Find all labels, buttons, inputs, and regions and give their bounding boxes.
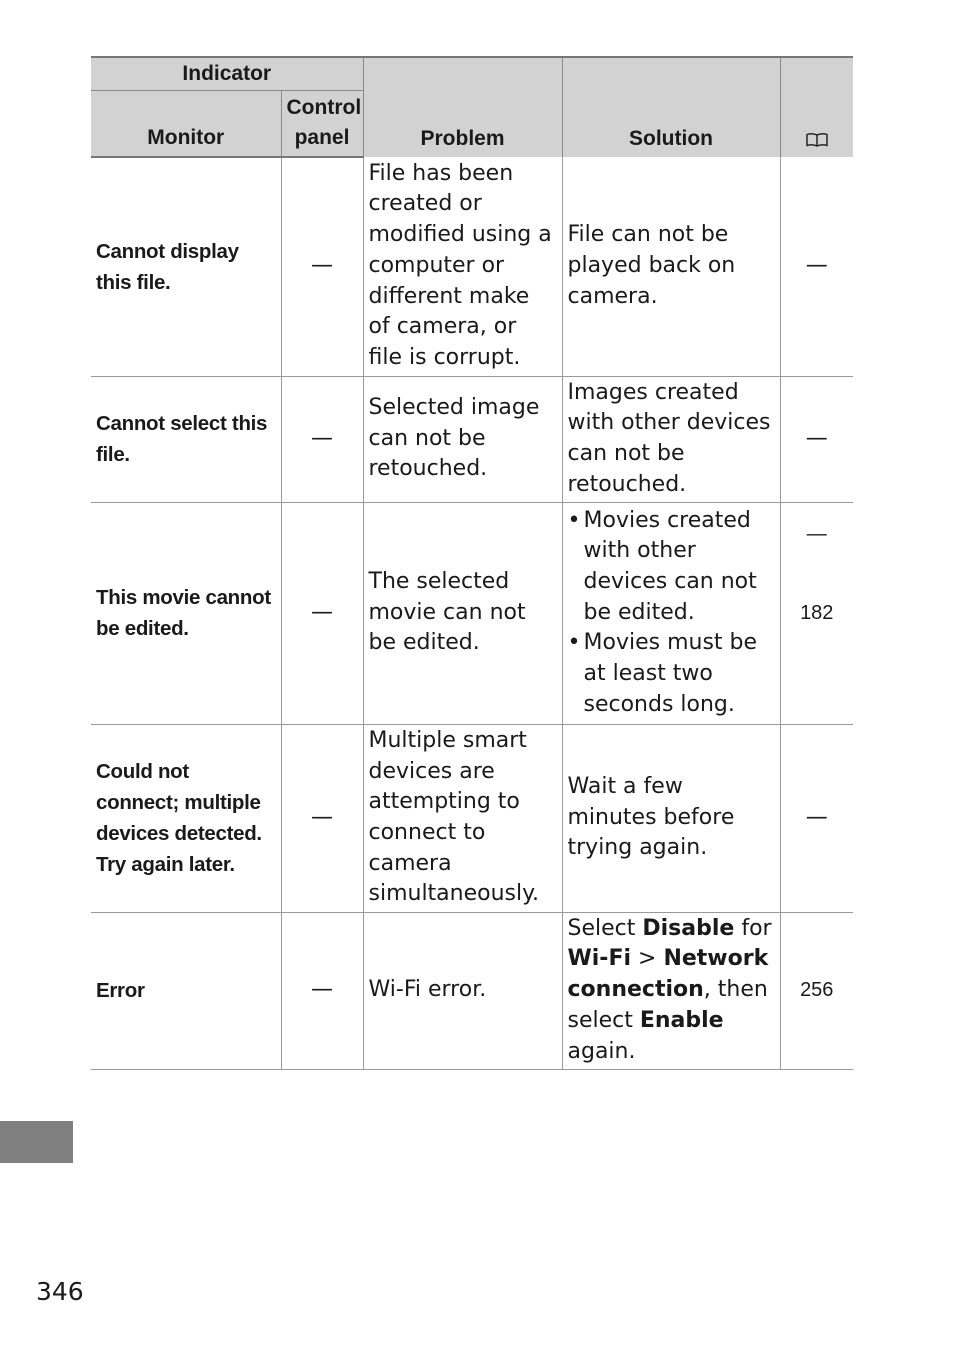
solution-fragment: Select [567,915,643,941]
control-panel-indicator: — [281,724,363,912]
monitor-message: Could not connect; multiple devices detected. Try again later. [91,724,281,912]
solution-text: Wait a few minutes before trying again. [562,724,780,912]
page-reference: — [780,157,853,376]
monitor-message: Cannot display this file. [91,157,281,376]
problem-text: The selected movie can not be edited. [363,502,562,724]
page-reference-item: — [806,523,827,545]
solution-text: File can not be played back on camera. [562,157,780,376]
monitor-message: This movie cannot be edited. [91,502,281,724]
control-panel-indicator: — [281,376,363,502]
solution-fragment: > [631,946,664,972]
page-reference-item: 182 [800,602,834,624]
header-control-panel: Control panel [281,91,363,158]
page-reference: — [780,724,853,912]
problem-text: Multiple smart devices are attempting to connect to camera simultaneously. [363,724,562,912]
problem-text: Selected image can not be retouched. [363,376,562,502]
header-solution: Solution [562,57,780,157]
monitor-message: Error [91,912,281,1069]
solution-item: • Movies created with other devices can not be edited. [568,506,775,629]
book-icon [806,126,828,140]
menu-item-wifi: Wi-Fi [567,946,632,972]
table-row [91,502,853,724]
table-row [91,724,853,912]
menu-option-disable: Disable [642,915,735,941]
control-panel-indicator: — [281,502,363,724]
control-panel-indicator: — [281,912,363,1069]
table-row [91,157,853,376]
solution-text: Images created with other devices can not be retouched. [562,376,780,502]
solution-fragment: , then select [567,977,768,1033]
solution-list [562,502,780,724]
solution-item: • Movies must be at least two seconds long. [568,628,775,720]
problem-text: File has been created or modified using a computer or different make of camera, or file is corrupt. [363,157,562,376]
solution-fragment: again. [567,1038,636,1064]
monitor-message: Cannot select this file. [91,376,281,502]
section-tab-marker [0,1121,73,1163]
solution-fragment: for [734,915,772,941]
header-indicator: Indicator [91,57,363,91]
table-row [91,376,853,502]
page-reference [780,502,853,724]
control-panel-indicator: — [281,157,363,376]
problem-text: Wi-Fi error. [363,912,562,1069]
page-number: 346 [36,1277,84,1306]
page-reference: 256 [780,912,853,1069]
table-header [91,57,853,157]
table-row [91,912,853,1069]
header-monitor: Monitor [91,91,281,158]
solution-text [562,912,780,1069]
troubleshooting-table [91,56,853,1070]
menu-item-network-connection: Network connection [567,946,769,1003]
header-page-reference [780,57,853,157]
header-problem: Problem [363,57,562,157]
page-reference: — [780,376,853,502]
menu-option-enable: Enable [639,1007,724,1033]
